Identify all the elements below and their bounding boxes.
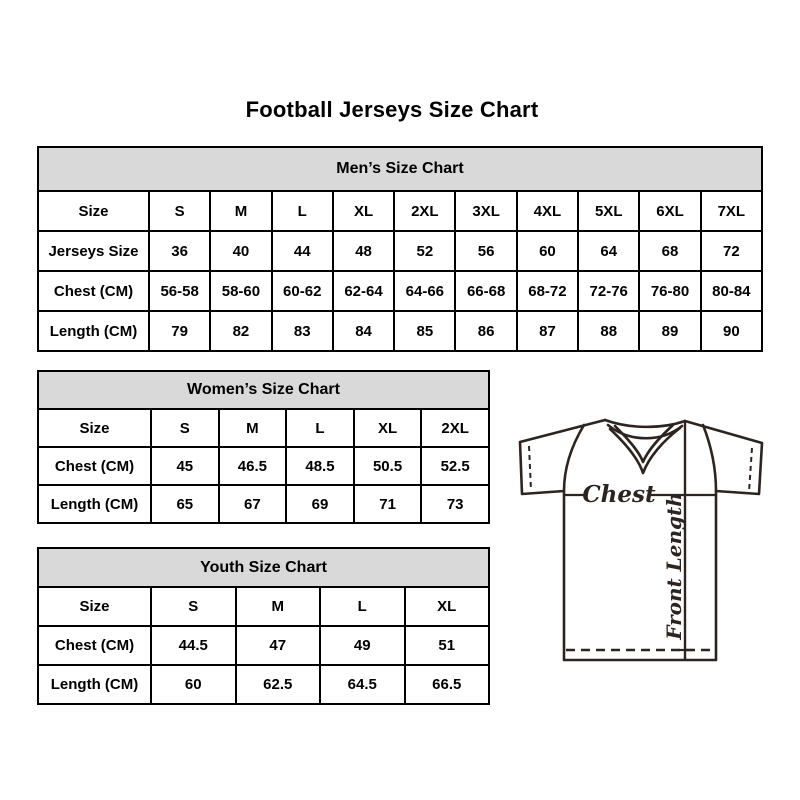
womens-size-chart-table xyxy=(37,370,490,524)
table-cell: 68-72 xyxy=(517,271,578,311)
table-cell: 65 xyxy=(151,485,219,523)
table-cell: 62-64 xyxy=(333,271,394,311)
table-cell: 60-62 xyxy=(272,271,333,311)
table-cell: 58-60 xyxy=(210,271,271,311)
table-cell: 56 xyxy=(455,231,516,271)
table-cell: 51 xyxy=(405,626,490,665)
table-cell: 89 xyxy=(639,311,700,351)
table-cell: 90 xyxy=(701,311,762,351)
size-column-header: 5XL xyxy=(578,191,639,231)
chest-label: Chest xyxy=(582,481,656,508)
table-cell: 44.5 xyxy=(151,626,236,665)
front-length-label: Front Length xyxy=(662,492,686,640)
table-cell: 64.5 xyxy=(320,665,405,704)
size-column-header: M xyxy=(210,191,271,231)
size-column-header: L xyxy=(286,409,354,447)
row-label: Size xyxy=(38,587,151,626)
page-title: Football Jerseys Size Chart xyxy=(245,97,539,122)
table-row xyxy=(38,191,762,231)
table-cell: 71 xyxy=(354,485,422,523)
row-label: Length (CM) xyxy=(38,665,151,704)
table-cell: 66.5 xyxy=(405,665,490,704)
youth-size-chart-table xyxy=(37,547,490,705)
table-cell: 40 xyxy=(210,231,271,271)
table-cell: 87 xyxy=(517,311,578,351)
table-cell: 52 xyxy=(394,231,455,271)
table-cell: 64 xyxy=(578,231,639,271)
size-column-header: M xyxy=(236,587,321,626)
table-cell: 79 xyxy=(149,311,210,351)
row-label: Size xyxy=(38,191,149,231)
table-row xyxy=(38,447,489,485)
size-column-header: S xyxy=(151,587,236,626)
size-column-header: 7XL xyxy=(701,191,762,231)
table-cell: 72-76 xyxy=(578,271,639,311)
row-label: Chest (CM) xyxy=(38,626,151,665)
size-column-header: L xyxy=(320,587,405,626)
table-row xyxy=(38,587,489,626)
table-cell: 83 xyxy=(272,311,333,351)
row-label: Chest (CM) xyxy=(38,271,149,311)
table-cell: 49 xyxy=(320,626,405,665)
row-label: Jerseys Size xyxy=(38,231,149,271)
size-column-header: S xyxy=(149,191,210,231)
table-cell: 60 xyxy=(151,665,236,704)
table-cell: 60 xyxy=(517,231,578,271)
size-column-header: 2XL xyxy=(394,191,455,231)
table-cell: 84 xyxy=(333,311,394,351)
table-cell: 68 xyxy=(639,231,700,271)
table-cell: 47 xyxy=(236,626,321,665)
table-cell: 76-80 xyxy=(639,271,700,311)
size-column-header: 3XL xyxy=(455,191,516,231)
table-row xyxy=(38,485,489,523)
table-title: Women’s Size Chart xyxy=(38,371,489,409)
table-cell: 48 xyxy=(333,231,394,271)
table-cell: 67 xyxy=(219,485,287,523)
size-column-header: XL xyxy=(333,191,394,231)
row-label: Chest (CM) xyxy=(38,447,151,485)
table-row xyxy=(38,626,489,665)
table-cell: 45 xyxy=(151,447,219,485)
table-cell: 72 xyxy=(701,231,762,271)
table-cell: 69 xyxy=(286,485,354,523)
table-cell: 66-68 xyxy=(455,271,516,311)
row-label: Length (CM) xyxy=(38,485,151,523)
table-row xyxy=(38,311,762,351)
table-cell: 62.5 xyxy=(236,665,321,704)
table-row xyxy=(38,231,762,271)
table-cell: 82 xyxy=(210,311,271,351)
table-cell: 85 xyxy=(394,311,455,351)
table-title: Youth Size Chart xyxy=(38,548,489,587)
table-cell: 64-66 xyxy=(394,271,455,311)
jersey-measurement-diagram xyxy=(502,398,782,678)
table-cell: 46.5 xyxy=(219,447,287,485)
table-title: Men’s Size Chart xyxy=(38,147,762,191)
table-row xyxy=(38,409,489,447)
size-column-header: 4XL xyxy=(517,191,578,231)
size-column-header: XL xyxy=(405,587,490,626)
size-column-header: 2XL xyxy=(421,409,489,447)
jersey-outline-icon xyxy=(520,420,762,660)
mens-size-chart-table xyxy=(37,146,763,352)
size-column-header: M xyxy=(219,409,287,447)
table-row xyxy=(38,271,762,311)
table-cell: 56-58 xyxy=(149,271,210,311)
table-cell: 86 xyxy=(455,311,516,351)
size-column-header: 6XL xyxy=(639,191,700,231)
table-cell: 80-84 xyxy=(701,271,762,311)
size-column-header: XL xyxy=(354,409,422,447)
table-cell: 48.5 xyxy=(286,447,354,485)
table-cell: 44 xyxy=(272,231,333,271)
table-cell: 36 xyxy=(149,231,210,271)
size-column-header: L xyxy=(272,191,333,231)
table-cell: 73 xyxy=(421,485,489,523)
table-cell: 88 xyxy=(578,311,639,351)
row-label: Length (CM) xyxy=(38,311,149,351)
size-column-header: S xyxy=(151,409,219,447)
table-row xyxy=(38,665,489,704)
table-cell: 50.5 xyxy=(354,447,422,485)
table-cell: 52.5 xyxy=(421,447,489,485)
row-label: Size xyxy=(38,409,151,447)
